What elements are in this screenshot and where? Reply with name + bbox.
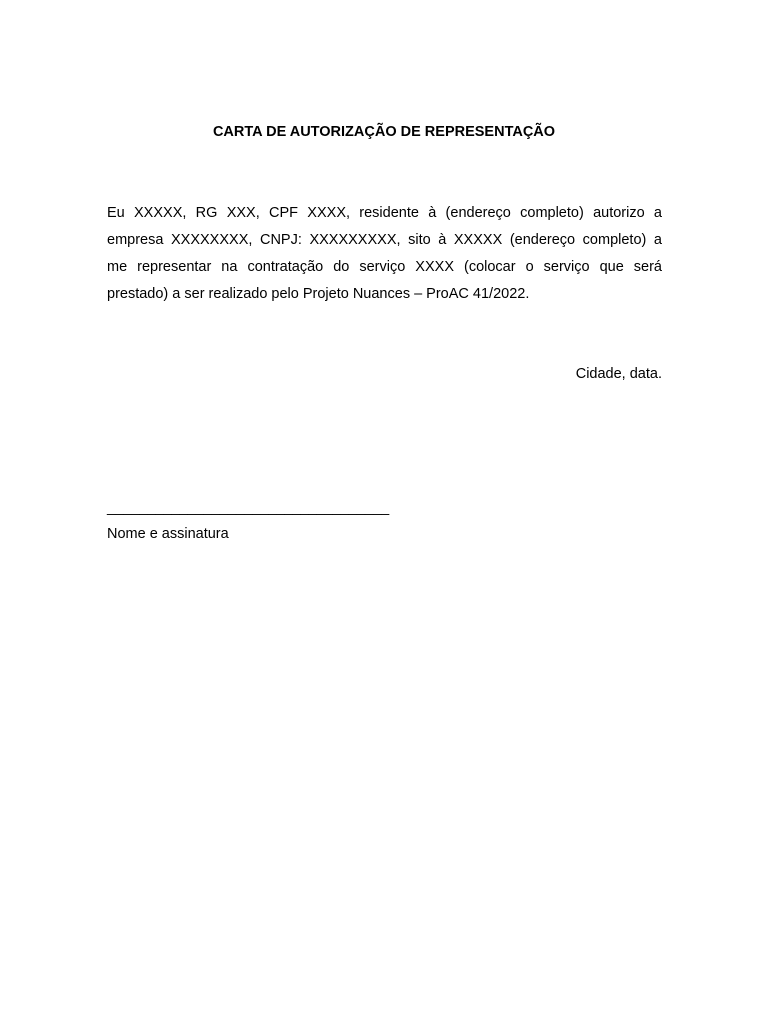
- body-line: Eu XXXXX, RG XXX, CPF XXXX, residente à (endereço completo) autorizo a: [107, 205, 662, 221]
- document-title: CARTA DE AUTORIZAÇÃO DE REPRESENTAÇÃO: [212, 124, 556, 140]
- body-line: empresa XXXXXXXX, CNPJ: XXXXXXXXX, sito à XXXXX (endereço completo) a: [107, 232, 662, 248]
- signature-line: ___________________________________: [107, 500, 390, 516]
- body-paragraph: [107, 200, 662, 308]
- signature-label: Nome e assinatura: [107, 526, 229, 542]
- place-date: Cidade, data.: [575, 366, 662, 382]
- body-line: me representar na contratação do serviço XXXX (colocar o serviço que será: [107, 259, 662, 275]
- body-line: prestado) a ser realizado pelo Projeto Nuances – ProAC 41/2022.: [107, 286, 530, 302]
